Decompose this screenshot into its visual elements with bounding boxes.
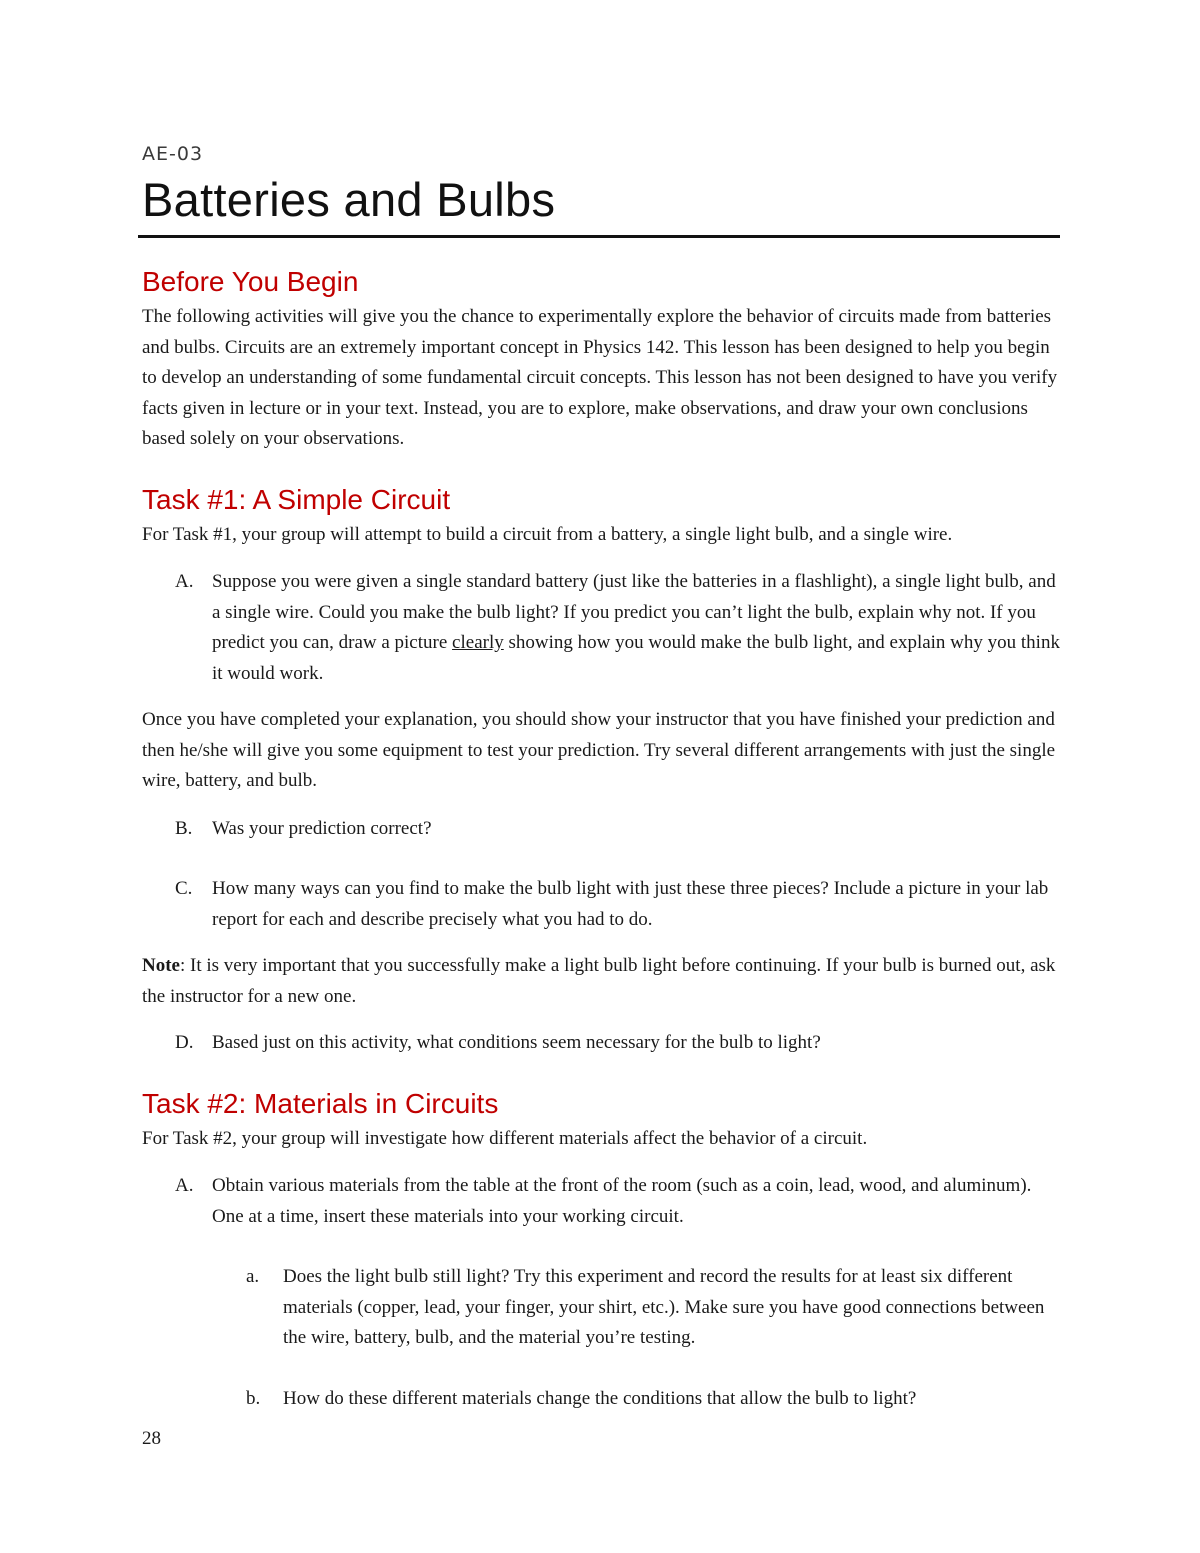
document-title: Batteries and Bulbs — [142, 173, 556, 226]
emphasis-clearly: clearly — [452, 632, 504, 653]
item-text: Based just on this activity, what conditions seem necessary for the bulb to light? — [212, 1032, 821, 1053]
subitem-text: How do these different materials change the conditions that allow the bulb to light? — [283, 1387, 917, 1409]
task1-item-a — [142, 567, 1060, 689]
item-text: Obtain various materials from the table at the front of the room (such as a coin, lead, wood, and aluminum). One at a time, insert these materials into your working circuit. — [212, 1175, 1032, 1227]
task1-item-d — [142, 1028, 1060, 1059]
subitem-label: a. — [246, 1266, 260, 1287]
task1-intro: For Task #1, your group will attempt to build a circuit from a battery, a single light bulb, and a single wire. — [142, 523, 953, 545]
task1-item-c — [142, 874, 1060, 935]
item-label: A. — [175, 571, 194, 592]
item-label: B. — [175, 817, 193, 839]
note-paragraph — [142, 951, 1060, 1012]
section-heading-before: Before You Begin — [142, 266, 359, 297]
note-label: Note — [142, 955, 180, 976]
task2-intro: For Task #2, your group will investigate how different materials affect the behavior of a circuit. — [142, 1127, 868, 1149]
task1-item-b — [142, 814, 1060, 845]
item-text-after: showing how you would make the bulb light, and explain why you think it would work. — [212, 632, 1060, 684]
task2-subitem-a — [142, 1262, 1060, 1354]
task2-item-a — [142, 1171, 1060, 1232]
subitem-label: b. — [246, 1387, 261, 1409]
item-label: A. — [175, 1175, 194, 1196]
task1-paragraph-2: Once you have completed your explanation, you should show your instructor that you have finished your prediction and then he/she will give you some equipment to test your prediction. Try several different arrangements with just the single wire, battery, and bulb. — [142, 709, 1056, 791]
item-label: D. — [175, 1032, 194, 1053]
document-body — [142, 262, 1060, 1414]
before-paragraph: The following activities will give you the chance to experimentally explore the behavior of circuits made from batteries and bulbs. Circuits are an extremely important concept in Physics 142. This lesson has been designed to help you begin to develop an understanding of some fundamental circuit concepts. This lesson has not been designed to have you verify facts given in lecture or in your text. Instead, you are to explore, make observations, and draw your own conclusions based solely on your observations. — [142, 306, 1058, 449]
item-text: Was your prediction correct? — [212, 817, 432, 839]
task2-subitem-b — [142, 1384, 1060, 1415]
page-number: 28 — [142, 1428, 161, 1449]
section-heading-task2: Task #2: Materials in Circuits — [142, 1087, 499, 1119]
section-heading-task1: Task #1: A Simple Circuit — [142, 483, 451, 515]
title-divider — [138, 235, 1060, 238]
subitem-text: Does the light bulb still light? Try this experiment and record the results for at least six different materials (copper, lead, your finger, your shirt, etc.). Make sure you have good connections between the wire, battery, bulb, and the material you’re testing. — [283, 1266, 1045, 1348]
item-text: How many ways can you find to make the bulb light with just these three pieces? Include a picture in your lab report for each and describe precisely what you had to do. — [212, 878, 1049, 930]
item-label: C. — [175, 878, 193, 899]
item-text-before: Suppose you were given a single standard battery (just like the batteries in a flashlight), a single light bulb, and a single wire. Could you make the bulb light? If you predict you can’t light the bulb, explain why not. If you predict you can, draw a picture — [212, 571, 1056, 653]
note-text: : It is very important that you successfully make a light bulb light before continuing. If your bulb is burned out, ask the instructor for a new one. — [142, 955, 1056, 1007]
document-code: AE-03 — [142, 143, 204, 165]
